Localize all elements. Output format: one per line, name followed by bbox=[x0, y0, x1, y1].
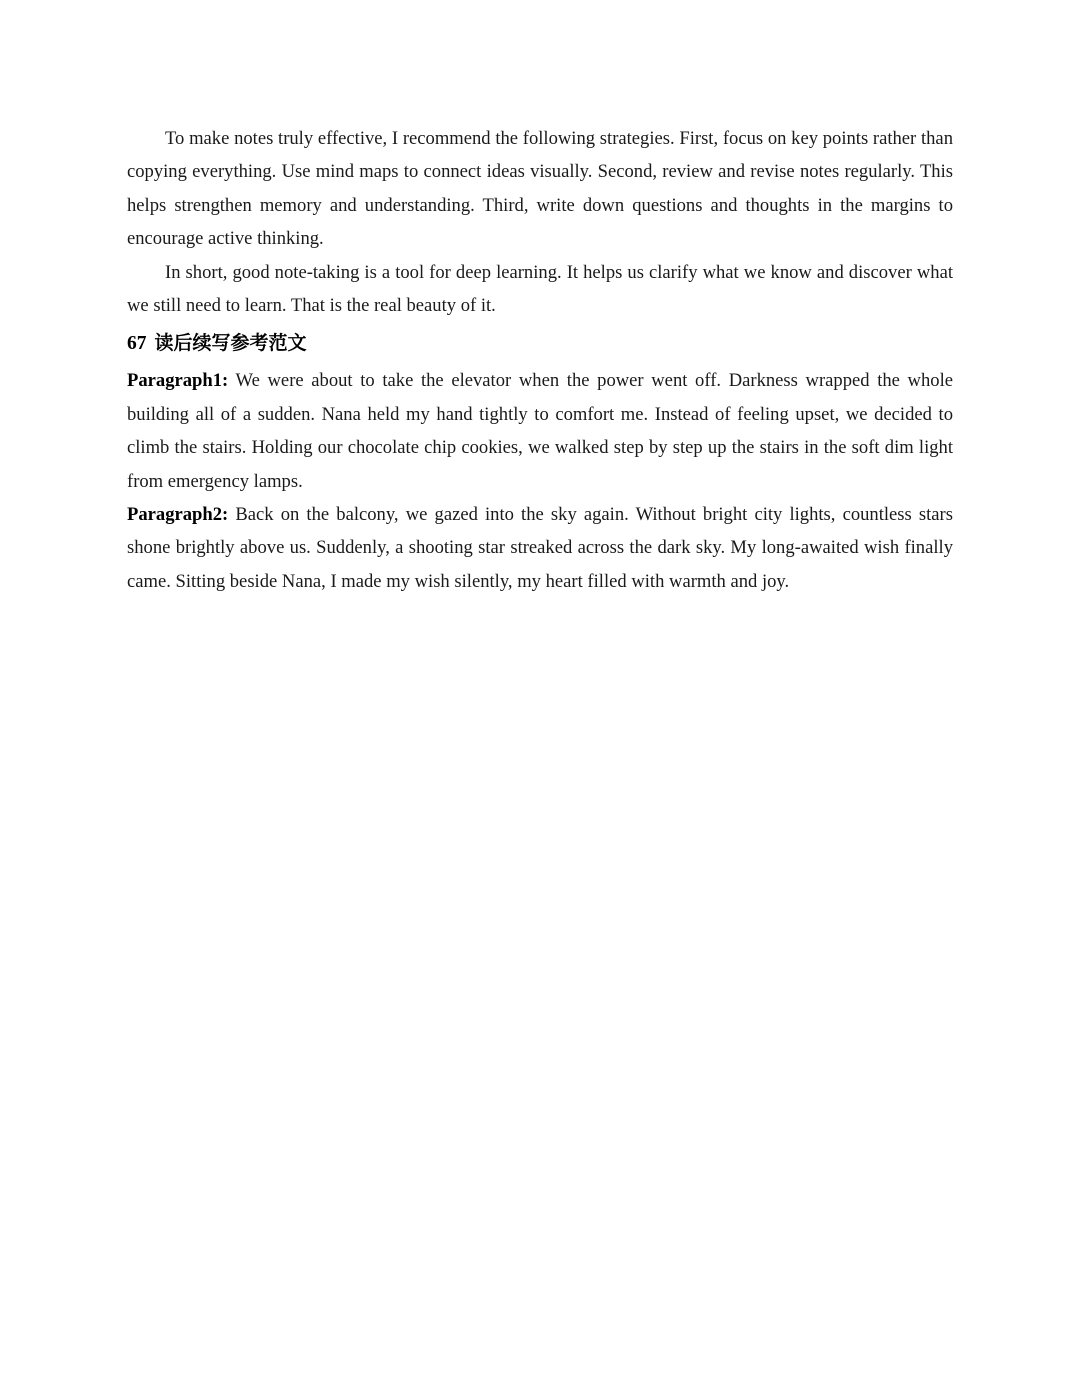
continuation-paragraph-2 bbox=[127, 498, 953, 598]
section-title: 读后续写参考范文 bbox=[154, 332, 307, 355]
essay-paragraph-strategies: To make notes truly effective, I recommend the following strategies. First, focus on key points rather than copying everything. Use mind maps to connect ideas visually. Second, review and revise notes regularly. This helps strengthen memory and understanding. Third, write down questions and thoughts in the margins to encourage active thinking. bbox=[127, 128, 953, 250]
paragraph-2-label: Paragraph2: bbox=[127, 504, 229, 526]
continuation-paragraph-1 bbox=[127, 364, 953, 498]
paragraph-2-text: Back on the balcony, we gazed into the sky again. Without bright city lights, countless stars shone brightly above us. Suddenly, a shooting star streaked across the dark sky. My long-awaited wish finally came. Sitting beside Nana, I made my wish silently, my heart filled with warmth and joy. bbox=[127, 504, 953, 592]
paragraph-1-text: We were about to take the elevator when the power went off. Darkness wrapped the whole building all of a sudden. Nana held my hand tightly to comfort me. Instead of feeling upset, we decided to climb the stairs. Holding our chocolate chip cookies, we walked step by step up the stairs in the soft dim light from emergency lamps. bbox=[127, 370, 953, 492]
section-number: 67 bbox=[127, 333, 147, 355]
section-heading bbox=[127, 322, 953, 364]
document-page bbox=[127, 122, 953, 598]
essay-paragraph-conclusion: In short, good note-taking is a tool for deep learning. It helps us clarify what we know and discover what we still need to learn. That is the real beauty of it. bbox=[127, 261, 953, 317]
paragraph-1-label: Paragraph1: bbox=[127, 370, 229, 392]
